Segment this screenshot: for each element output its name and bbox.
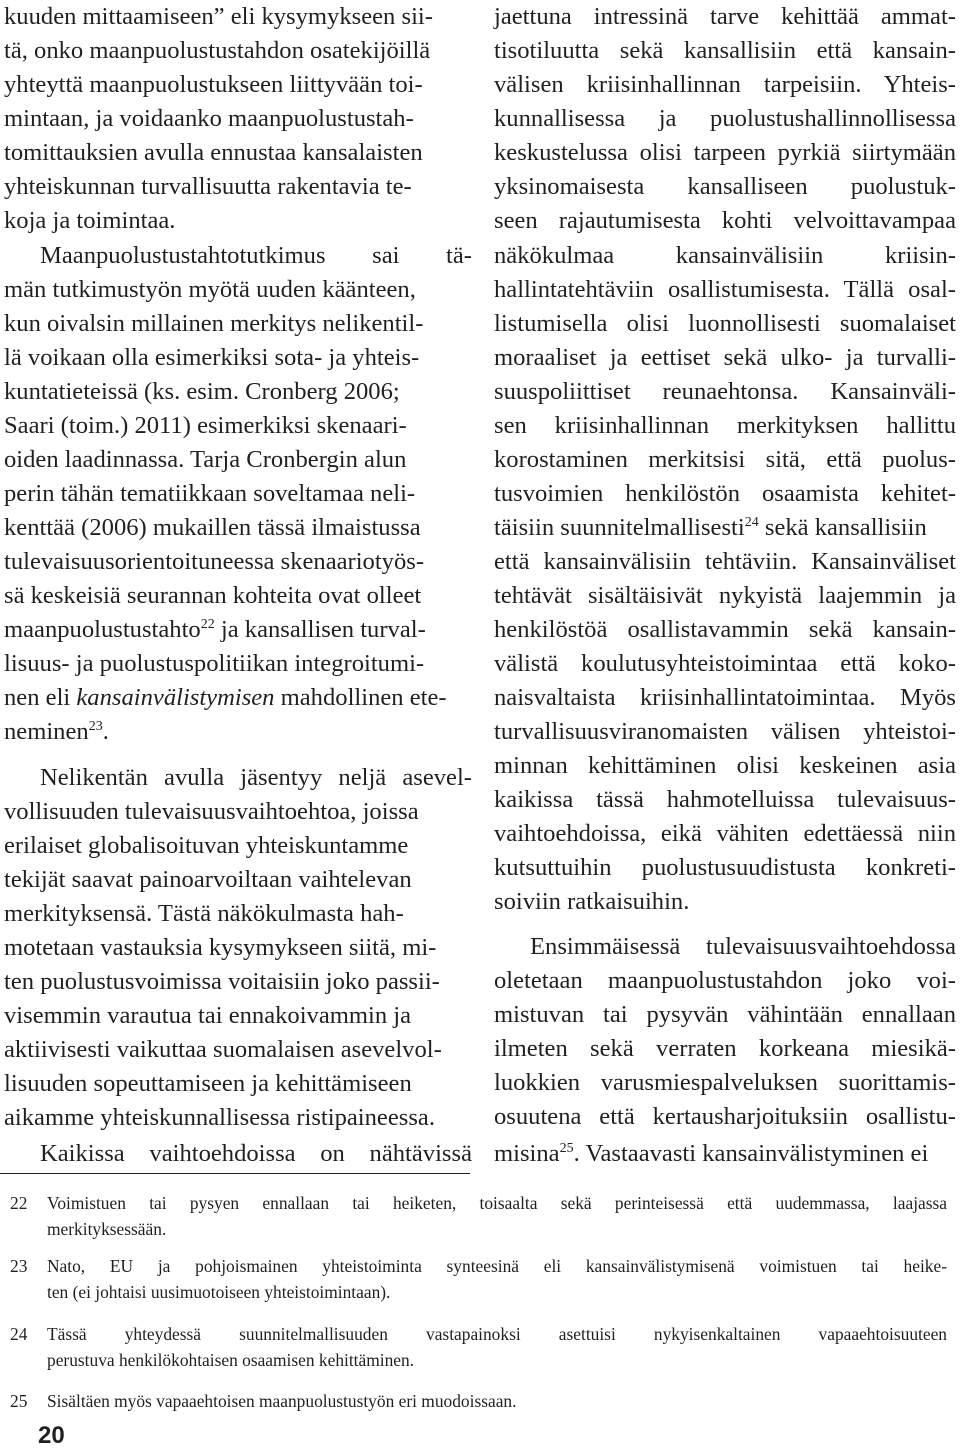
text-line: aikamme yhteiskunnallisessa ristipaineessa. <box>4 1104 435 1131</box>
footnote-ref-25[interactable]: 25 <box>559 1141 574 1156</box>
text-span: mahdollinen ete- <box>274 684 447 711</box>
text-line: ilmeten sekä verraten korkeana miesikä- <box>494 1035 956 1062</box>
footnote-number: 24 <box>10 1324 28 1344</box>
text-line: yhteiskunnan turvallisuutta rakentavia te- <box>4 173 412 200</box>
text-line: mintaan, ja voidaanko maanpuolustustah- <box>4 105 414 132</box>
text-line: jaettuna intressinä tarve kehittää ammat- <box>494 3 956 30</box>
text-line: keskustelussa olisi tarpeen pyrkiä siirtymään <box>494 139 956 166</box>
text-line: koja ja toimintaa. <box>4 207 176 234</box>
text-line: naisvaltaista kriisinhallintatoimintaa. Myös <box>494 684 956 711</box>
emphasis-term: kansainvälistymisen <box>76 684 275 711</box>
text-line: vaihtoehdoissa, eikä vähiten edettäessä niin <box>494 820 956 847</box>
text-line: yhteyttä maanpuolustukseen liittyvään toi- <box>4 71 423 98</box>
footnote-ref-24[interactable]: 24 <box>744 515 759 530</box>
text-line: osuutena että kertausharjoituksiin osallistu- <box>494 1103 956 1130</box>
text-line: tisotiluutta sekä kansallisiin että kansain- <box>494 37 956 64</box>
text-line: tomittauksien avulla ennustaa kansalaisten <box>4 139 423 166</box>
text-line: hallintatehtäviin osallistumisesta. Tällä osal- <box>494 276 956 303</box>
footnote-line: ten (ei johtaisi uusimuotoiseen yhteistoimintaan). <box>47 1282 391 1302</box>
text-line: että kansainvälisiin tehtäviin. Kansainväliset <box>494 548 956 575</box>
text-line: listumisella olisi luonnollisesti suomalaiset <box>494 310 956 337</box>
footnote-line: Voimistuen tai pysyen ennallaan tai heiketen, toisaalta sekä perinteisessä että uudemmassa, laajassa <box>47 1193 947 1213</box>
text-line: korostaminen merkitsisi sitä, että puolus- <box>494 446 956 473</box>
text-span: maanpuolustustahto <box>4 616 201 643</box>
text-line: män tutkimustyön myötä uuden käänteen, <box>4 276 416 303</box>
text-line <box>494 1137 956 1171</box>
text-line: merkityksensä. Tästä näkökulmasta hah- <box>4 900 404 927</box>
text-span: ja kansallisen turval- <box>214 616 426 643</box>
text-line: aktiivisesti vaikuttaa suomalaisen asevelvol- <box>4 1036 442 1063</box>
text-span: . <box>102 718 109 745</box>
text-line: kutsuttuihin puolustusuudistusta konkreti- <box>494 854 956 881</box>
text-line: tä, onko maanpuolustustahdon osatekijöillä <box>4 37 431 64</box>
footnote-number: 23 <box>10 1256 28 1276</box>
text-line: motetaan vastauksia kysymykseen siitä, mi- <box>4 934 437 961</box>
footnote-text <box>47 1388 947 1414</box>
text-span: sekä kansallisiin <box>758 514 927 541</box>
text-line: tekijät saavat painoarvoiltaan vaihtelevan <box>4 866 412 893</box>
text-line: oletetaan maanpuolustustahdon joko voi- <box>494 967 956 994</box>
text-line: kaikissa tässä hahmotelluissa tulevaisuus- <box>494 786 956 813</box>
text-line: välistä koulutusyhteistoimintaa että koko- <box>494 650 956 677</box>
text-line: kuuden mittaamiseen” eli kysymykseen sii- <box>4 3 433 30</box>
text-line: tulevaisuusorientoituneessa skenaariotyös- <box>4 548 425 575</box>
footnote-number: 25 <box>10 1391 28 1411</box>
text-line: turvallisuusviranomaisten välisen yhteistoi- <box>494 718 956 745</box>
text-line: erilaiset globalisoituvan yhteiskuntamme <box>4 832 409 859</box>
text-span: . Vastaavasti kansainvälistyminen ei <box>573 1140 929 1167</box>
text-line: oiden laadinnassa. Tarja Cronbergin alun <box>4 446 407 473</box>
footnote-line: Sisältäen myös vapaaehtoisen maanpuolustustyön eri muodoissaan. <box>47 1391 517 1411</box>
text-line: lisuuden sopeuttamiseen ja kehittämiseen <box>4 1070 412 1097</box>
text-span: nen eli <box>4 684 77 711</box>
text-line: kuntatieteissä (ks. esim. Cronberg 2006; <box>4 378 400 405</box>
text-line: lisuus- ja puolustuspolitiikan integroitumi- <box>4 650 425 677</box>
text-line: mistuvan tai pysyvän vähintään ennallaan <box>494 1001 956 1028</box>
text-line <box>4 715 109 749</box>
footnote-line: Tässä yhteydessä suunnitelmallisuuden vastapainoksi asettuisi nykyisenkaltainen vapaaehtoisuuteen <box>47 1324 947 1344</box>
text-line: yksinomaisesta kansalliseen puolustuk- <box>494 173 956 200</box>
text-line: kenttää (2006) mukaillen tässä ilmaistussa <box>4 514 421 541</box>
footnote-text <box>47 1190 947 1242</box>
text-span: täisiin suunnitelmallisesti <box>494 514 745 541</box>
text-line: sä keskeisiä seurannan kohteita ovat olleet <box>4 582 422 609</box>
text-line <box>494 511 956 545</box>
text-span: misina <box>494 1140 560 1167</box>
footnote-line: perustuva henkilökohtaisen osaamisen kehittäminen. <box>47 1350 415 1370</box>
footnote-number: 22 <box>10 1193 28 1213</box>
footnote-text <box>47 1253 947 1305</box>
footnote-ref-23[interactable]: 23 <box>88 719 103 734</box>
text-line: kun oivalsin millainen merkitys nelikentil- <box>4 310 424 337</box>
text-line: vollisuuden tulevaisuusvaihtoehtoa, joissa <box>4 798 419 825</box>
footnote-text <box>47 1321 947 1373</box>
text-line: sen kriisinhallinnan merkityksen hallittu <box>494 412 956 439</box>
text-line: ten puolustusvoimissa voitaisiin joko passii- <box>4 968 440 995</box>
footnote-line: merkityksessään. <box>47 1219 167 1239</box>
text-line: näkökulmaa kansainvälisiin kriisin- <box>494 242 956 269</box>
text-line: välisen kriisinhallinnan tarpeisiin. Yhteis- <box>494 71 956 98</box>
text-line: suuspoliittiset reunaehtonsa. Kansainväli- <box>494 378 956 405</box>
text-line: Saari (toim.) 2011) esimerkiksi skenaari- <box>4 412 407 439</box>
paragraph-first-line: Ensimmäisessä tulevaisuusvaihtoehdossa <box>530 933 956 960</box>
footnote-line: Nato, EU ja pohjoismainen yhteistoiminta synteesinä eli kansainvälistymisenä voimistuen tai heike- <box>47 1256 947 1276</box>
text-line <box>4 613 426 647</box>
text-line: kunnallisessa ja puolustushallinnollisessa <box>494 105 956 132</box>
text-line: luokkien varusmiespalveluksen suorittamis- <box>494 1069 956 1096</box>
text-line: lä voikaan olla esimerkiksi sota- ja yhteis- <box>4 344 420 371</box>
text-span: neminen <box>4 718 89 745</box>
text-line: soiviin ratkaisuihin. <box>494 888 690 915</box>
paragraph-first-line: Kaikissa vaihtoehdoissa on nähtävissä <box>40 1140 472 1167</box>
paragraph-first-line: Nelikentän avulla jäsentyy neljä asevel- <box>40 764 472 791</box>
footnote-separator <box>0 1173 470 1174</box>
text-line: tehtävät sisältäisivät nykyistä laajemmin ja <box>494 582 956 609</box>
text-line: tusvoimien henkilöstön osaamista kehitet- <box>494 480 956 507</box>
text-line <box>4 681 447 715</box>
text-line: seen rajautumisesta kohti velvoittavampaa <box>494 207 956 234</box>
text-line: henkilöstöä osallistavammin sekä kansain- <box>494 616 956 643</box>
text-line: perin tähän tematiikkaan soveltamaa neli- <box>4 480 416 507</box>
text-line: visemmin varautua tai ennakoivammin ja <box>4 1002 412 1029</box>
page-number: 20 <box>38 1422 65 1449</box>
text-line: minnan kehittäminen olisi keskeinen asia <box>494 752 956 779</box>
paragraph-first-line: Maanpuolustustahtotutkimus sai tä- <box>40 242 472 269</box>
footnote-ref-22[interactable]: 22 <box>200 617 215 632</box>
text-line: moraaliset ja eettiset sekä ulko- ja turvalli- <box>494 344 956 371</box>
